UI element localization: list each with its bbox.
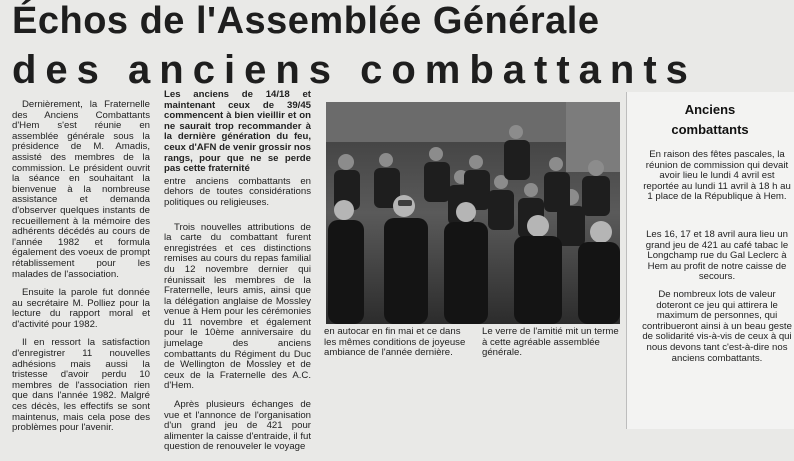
sidebar-paragraph-2: Les 16, 17 et 18 avril aura lieu un grand jeu de 421 au café tabac le Longchamp rue du Gal Leclerc à Hem au profit de notre caisse de secours. bbox=[645, 229, 789, 283]
column2-paragraph-1: Trois nouvelles attributions de la carte du combattant furent enregistrées et ces distinctions remises au cours du repas familial du 12 novembre dernier qui réunissait les membres de la Fraternelle, leurs amis, ainsi que la délégation anglaise de Mossley venue à Hem pour les cérémonies du 11 novembre et également pour le 10ème anniversaire du jumelage des anciens combattants du Régiment du Duc de Wellington de Mossley et de ceux de la Fraternelle des A.C. d'Hem. bbox=[164, 221, 311, 392]
sidebar-divider bbox=[626, 92, 627, 429]
assembly-photo bbox=[326, 102, 620, 324]
article-column-1 bbox=[12, 100, 150, 442]
sidebar-paragraph-1: En raison des fêtes pascales, la réunion de commission qui devait avoir lieu le lundi 4 avril est reportée au lundi 11 avril à 18 h au 1 place de la République à Hem. bbox=[643, 149, 791, 203]
column1-paragraph-3: Il en ressort la satisfaction d'enregistrer 11 nouvelles adhésions mais aussi la tristesse d'avoir perdu 10 membres de l'association rien que dans l'année 1982. Malgré ces décès, les effectifs se sont maintenus, mais cela pose des problèmes pour l'avenir. bbox=[12, 337, 150, 434]
column2-highlight: Les anciens de 14/18 et maintenant ceux de 39/45 commencent à bien vieillir et on ne saurait trop recommander à la dernière génération du feu, ceux d'AFN de venir grossir nos rangs, pour que ne se perde pas cette fraternité bbox=[164, 89, 311, 175]
caption-left: en autocar en fin mai et ce dans les mêmes conditions de joyeuse ambiance de l'année dernière. bbox=[324, 326, 466, 359]
headline-line-1: Échos de l'Assemblée Générale bbox=[12, 0, 600, 42]
headline-line-2: des anciens combattants bbox=[12, 48, 697, 92]
sidebar-title: Anciens combattants bbox=[671, 102, 749, 137]
column2-paragraph-2: Après plusieurs échanges de vue et l'annonce de l'organisation d'un grand jeu de 421 pour alimenter la caisse d'entraide, il fut question de renouveler le voyage bbox=[164, 399, 311, 453]
column1-paragraph-2: Ensuite la parole fut donnée au secrétaire M. Polliez pour la lecture du rapport moral et d'activité pour 1982. bbox=[12, 287, 150, 330]
article-column-2 bbox=[164, 90, 311, 461]
sidebar-box bbox=[626, 92, 794, 429]
sidebar-paragraph-3: De nombreux lots de valeur doteront ce jeu qui attirera le maximum de personnes, qui contribueront ainsi à un beau geste de solidarité vis-à-vis de ceux à qui nous devons tant c'est-à-dire nos anciens combattants. bbox=[642, 289, 792, 364]
column1-paragraph-1: Dernièrement, la Fraternelle des Anciens Combattants d'Hem s'est réunie en assemblée générale sous la présidence de M. Amadis, assisté des membres de la commission. Le président ouvrit la séance en souhaitant la bienvenue à la nombreuse assistance et demanda d'observer quelques instants de recueillement à la mémoire des adhérents décédés au cours de l'année 1982 et formula également des voeux de prompt rétablissement pour les malades de l'association. bbox=[12, 99, 150, 280]
column2-highlight-tail: entre anciens combattants en dehors de toutes considérations politiques ou religieuses. bbox=[164, 175, 311, 208]
caption-right: Le verre de l'amitié mit un terme à cette agréable assemblée générale. bbox=[482, 326, 619, 359]
